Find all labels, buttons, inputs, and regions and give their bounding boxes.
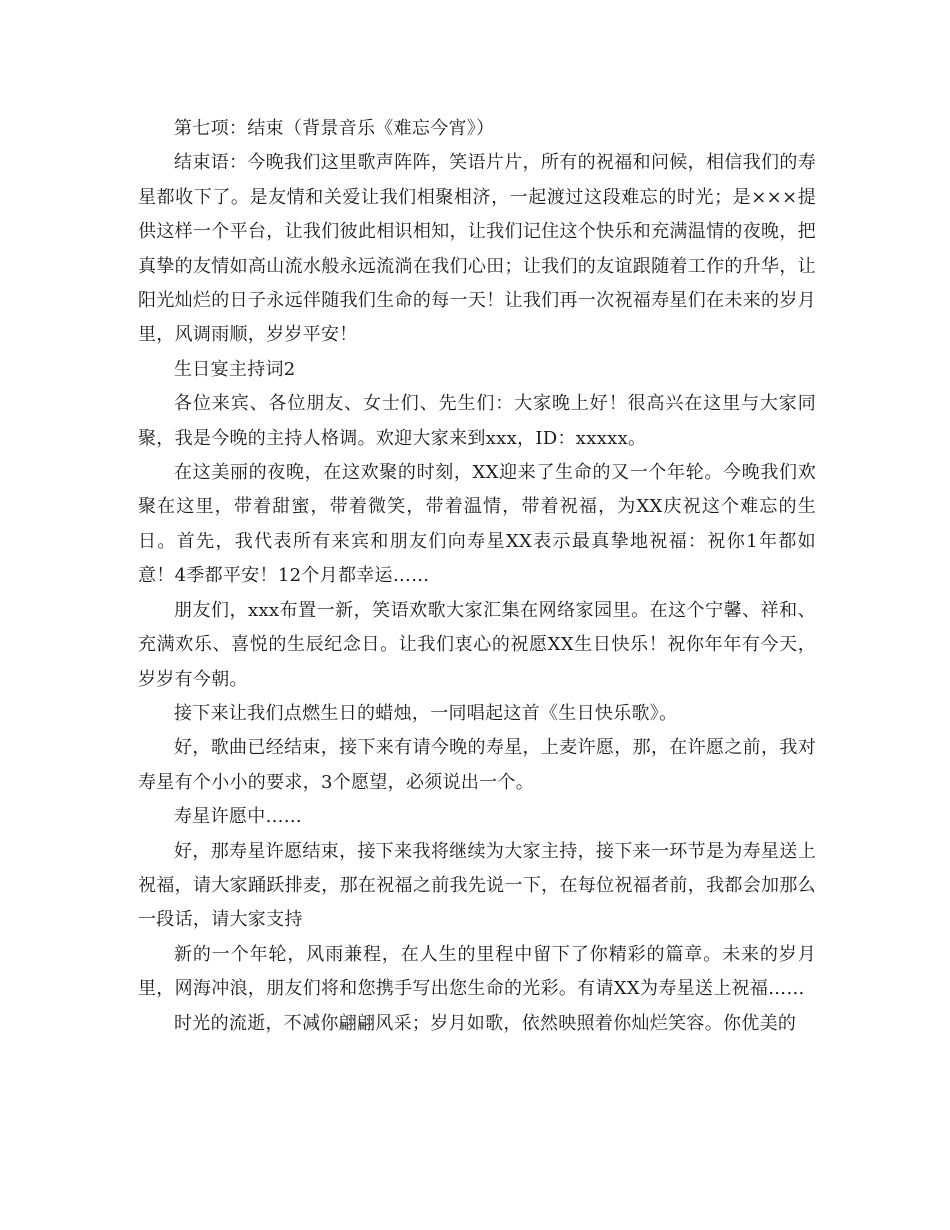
paragraph-blessings-intro: 好，那寿星许愿结束，接下来我将继续为大家主持，接下来一环节是为寿星送上祝福，请大家踊跃排麦，那在祝福之前我先说一下，在每位祝福者前，我都会加那么一段话，请大家支持 [138, 840, 816, 931]
paragraph-friends: 朋友们，xxx布置一新，笑语欢歌大家汇集在网络家园里。在这个宁馨、祥和、充满欢乐、喜悦的生辰纪念日。让我们衷心的祝愿XX生日快乐！祝你年年有今天，岁岁有今朝。 [138, 599, 816, 690]
document-body [138, 112, 816, 1041]
paragraph-time-passing: 时光的流逝，不减你翩翩风采；岁月如歌，依然映照着你灿烂笑容。你优美的 [174, 1012, 797, 1034]
paragraph-evening: 在这美丽的夜晚，在这欢聚的时刻，XX迎来了生命的又一个年轮。今晚我们欢聚在这里，带着甜蜜，带着微笑，带着温情，带着祝福，为XX庆祝这个难忘的生日。首先，我代表所有来宾和朋友们向寿星XX表示最真挚地祝福：祝你1年都如意！4季都平安！12个月都幸运…… [138, 462, 816, 587]
paragraph-candles: 接下来让我们点燃生日的蜡烛，一同唱起这首《生日快乐歌》。 [174, 702, 678, 724]
paragraph-wishing: 寿星许愿中…… [174, 806, 303, 828]
paragraph-heading-2: 生日宴主持词2 [174, 358, 296, 380]
paragraph-new-year-ring: 新的一个年轮，风雨兼程，在人生的里程中留下了你精彩的篇章。未来的岁月里，网海冲浪，朋友们将和您携手写出您生命的光彩。有请XX为寿星送上祝福…… [138, 943, 816, 1000]
paragraph-greeting: 各位来宾、各位朋友、女士们、先生们：大家晚上好！很高兴在这里与大家同聚，我是今晚的主持人格调。欢迎大家来到xxx，ID：xxxxx。 [138, 393, 816, 449]
paragraph-section-7-heading: 第七项：结束（背景音乐《难忘今宵》） [174, 118, 495, 139]
paragraph-wish-request: 好，歌曲已经结束，接下来有请今晚的寿星，上麦许愿，那，在许愿之前，我对寿星有个小小的要求，3个愿望，必须说出一个。 [138, 737, 816, 793]
paragraph-closing-remarks: 结束语：今晚我们这里歌声阵阵，笑语片片，所有的祝福和问候，相信我们的寿星都收下了。是友情和关爱让我们相聚相济，一起渡过这段难忘的时光；是×××提供这样一个平台，让我们彼此相识相知，让我们记住这个快乐和充满温情的夜晚，把真挚的友情如高山流水般永远流淌在我们心田；让我们的友谊跟随着工作的升华，让阳光灿烂的日子永远伴随我们生命的每一天！让我们再一次祝福寿星们在未来的岁月里，风调雨顺，岁岁平安！ [138, 152, 816, 346]
